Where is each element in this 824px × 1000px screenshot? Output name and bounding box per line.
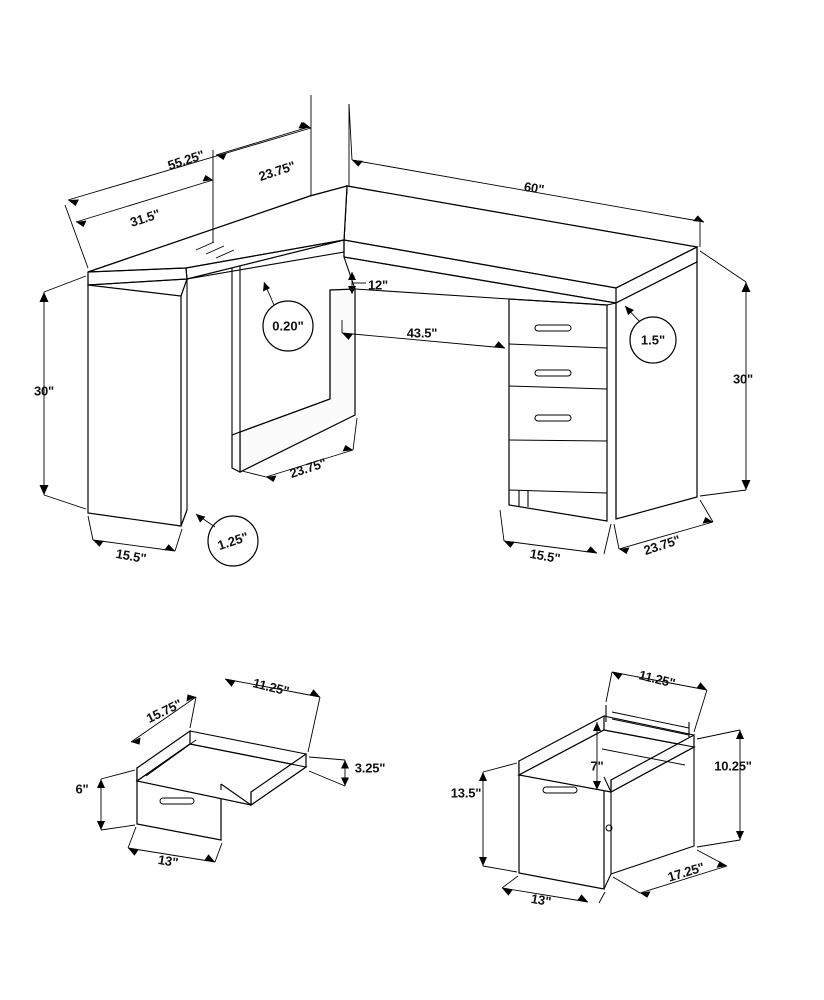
- dimension-label: 15.75": [143, 696, 185, 726]
- dimension-label: 13": [156, 851, 180, 871]
- desk-assembly-geometry: [88, 186, 697, 526]
- dimension-label: 17.25": [665, 859, 707, 885]
- small-drawer-geometry: [137, 731, 306, 840]
- dimension-label: 23.75": [287, 455, 329, 481]
- callout-label: 0.20": [272, 318, 304, 334]
- dimension-label: 31.5": [128, 206, 162, 230]
- dimension-label: 30": [732, 371, 754, 387]
- dimension-label: 15.5": [528, 545, 562, 567]
- dimension-label: 7": [590, 758, 604, 774]
- callout-label: 1.25": [215, 529, 251, 553]
- dimension-label: 30": [33, 383, 55, 399]
- dimension-label: 55.25": [165, 147, 207, 173]
- dimension-label: 60": [522, 178, 546, 198]
- dimension-label: 12": [367, 277, 389, 293]
- dimension-label: 6": [75, 781, 89, 797]
- dimension-label: 13": [529, 890, 553, 910]
- dimension-label: 15.5": [114, 545, 148, 567]
- dimension-label: 23.75": [641, 532, 683, 558]
- dimension-label: 43.5": [406, 325, 438, 341]
- file-drawer-geometry: [519, 705, 694, 889]
- dimension-label: 11.25": [251, 675, 291, 699]
- dimension-label: 3.25": [354, 760, 386, 776]
- dimension-label: 10.25": [714, 758, 752, 774]
- dimension-label: 23.75": [256, 158, 298, 184]
- dimension-label: 13.5": [450, 785, 482, 801]
- dimension-label: 11.25": [637, 667, 677, 691]
- callout-label: 1.5": [640, 332, 666, 348]
